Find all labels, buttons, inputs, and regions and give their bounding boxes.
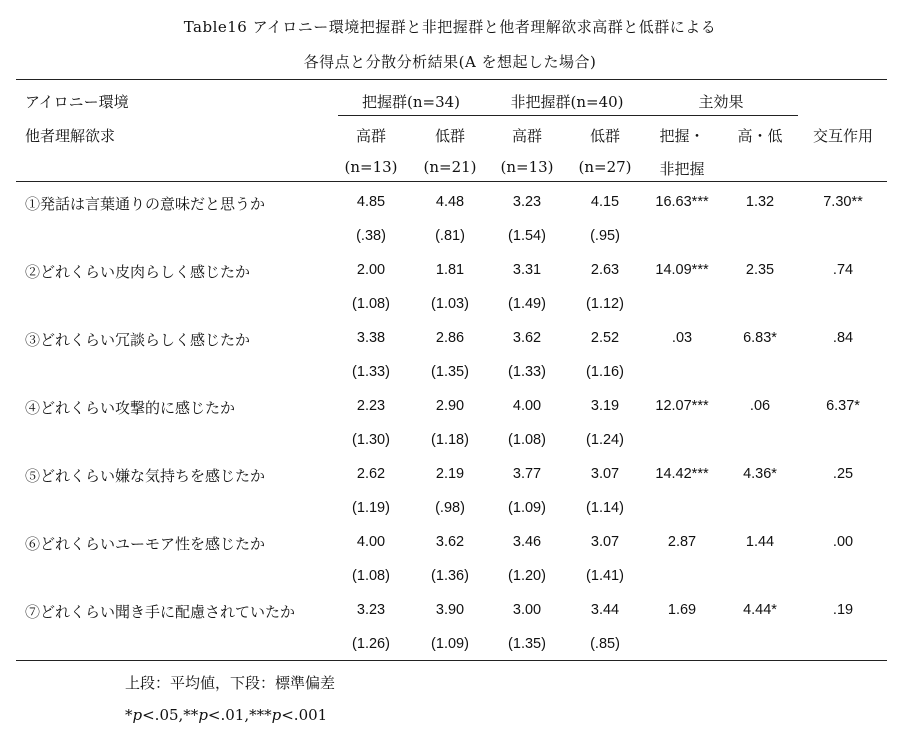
sd-value: (1.36) (431, 568, 469, 584)
sd-value: (.85) (590, 636, 620, 652)
mean-value: 3.46 (512, 534, 542, 550)
sd-value: (1.35) (508, 636, 546, 652)
mean-value: 3.00 (512, 602, 542, 618)
sd-value: (1.09) (508, 500, 546, 516)
mean-value: 2.90 (435, 398, 465, 414)
sd-value: (1.18) (431, 432, 469, 448)
mean-value: 2.63 (590, 262, 620, 278)
mean-value: 2.62 (356, 466, 386, 482)
mean-value: 1.81 (435, 262, 465, 278)
mean-value: 3.23 (512, 194, 542, 210)
item-label: ②どれくらい皮肉らしく感じたか (25, 263, 251, 281)
item-label: ⑥どれくらいユーモア性を感じたか (25, 535, 266, 553)
sd-value: (.81) (435, 228, 465, 244)
header-interaction: 交互作用 (812, 127, 874, 145)
header-group-grasp: 把握群(n=34) (361, 93, 461, 111)
f-interaction-value: .74 (832, 262, 854, 278)
f-grasp-value: 2.87 (667, 534, 697, 550)
f-grasp-value: 12.07*** (655, 398, 709, 414)
table-title-line2: 各得点と分散分析結果(A を想起した場合) (303, 53, 597, 71)
sd-value: (1.12) (586, 296, 624, 312)
sd-value: (1.16) (586, 364, 624, 380)
header-n-nongrasp-low: (n=27) (578, 158, 632, 176)
f-highlow-value: 2.35 (745, 262, 775, 278)
f-highlow-value: 4.36* (743, 466, 777, 482)
f-grasp-value: 14.42*** (655, 466, 709, 482)
mean-value: 2.86 (435, 330, 465, 346)
item-label: ⑦どれくらい聞き手に配慮されていたか (25, 603, 296, 621)
mean-value: 4.85 (356, 194, 386, 210)
table-title-line1: Table16 アイロニー環境把握群と非把握群と他者理解欲求高群と低群による (183, 18, 717, 36)
mean-value: 3.07 (590, 534, 620, 550)
header-effect-grasp-2: 非把握 (659, 160, 705, 178)
top-rule (16, 79, 887, 80)
f-highlow-value: 1.32 (745, 194, 775, 210)
header-row-label-1: アイロニー環境 (25, 93, 129, 111)
sd-value: (1.19) (352, 500, 390, 516)
mean-value: 3.38 (356, 330, 386, 346)
mean-value: 2.23 (356, 398, 386, 414)
effect-subrule (646, 115, 798, 116)
mean-value: 3.44 (590, 602, 620, 618)
mean-value: 2.52 (590, 330, 620, 346)
group-subrule (338, 115, 646, 116)
item-label: ⑤どれくらい嫌な気持ちを感じたか (25, 467, 266, 485)
f-interaction-value: .19 (832, 602, 854, 618)
sd-value: (1.26) (352, 636, 390, 652)
f-interaction-value: 6.37* (826, 398, 860, 414)
sd-value: (1.35) (431, 364, 469, 380)
item-label: ①発話は言葉通りの意味だと思うか (25, 195, 266, 213)
header-effect-highlow: 高・低 (737, 127, 783, 145)
mean-value: 4.00 (512, 398, 542, 414)
footnote-mean-sd: 上段：平均値，下段：標準偏差 (125, 674, 336, 692)
header-nongrasp-low: 低群 (589, 127, 621, 145)
sd-value: (1.08) (352, 296, 390, 312)
mean-value: 3.31 (512, 262, 542, 278)
header-grasp-low: 低群 (434, 127, 466, 145)
f-interaction-value: .25 (832, 466, 854, 482)
header-grasp-high: 高群 (355, 127, 387, 145)
f-grasp-value: .03 (671, 330, 693, 346)
sd-value: (1.08) (508, 432, 546, 448)
f-interaction-value: 7.30** (823, 194, 863, 210)
f-interaction-value: .00 (832, 534, 854, 550)
f-interaction-value: .84 (832, 330, 854, 346)
mean-value: 4.48 (435, 194, 465, 210)
sd-value: (1.24) (586, 432, 624, 448)
mean-value: 4.15 (590, 194, 620, 210)
header-bottom-rule (16, 181, 887, 182)
sd-value: (1.14) (586, 500, 624, 516)
mean-value: 3.23 (356, 602, 386, 618)
header-n-grasp-low: (n=21) (423, 158, 477, 176)
f-grasp-value: 14.09*** (655, 262, 709, 278)
mean-value: 3.90 (435, 602, 465, 618)
sd-value: (1.33) (352, 364, 390, 380)
header-row-label-2: 他者理解欲求 (25, 127, 116, 145)
f-grasp-value: 1.69 (667, 602, 697, 618)
mean-value: 4.00 (356, 534, 386, 550)
sd-value: (1.20) (508, 568, 546, 584)
item-label: ④どれくらい攻撃的に感じたか (25, 399, 236, 417)
sd-value: (.98) (435, 500, 465, 516)
sd-value: (1.33) (508, 364, 546, 380)
f-highlow-value: .06 (749, 398, 771, 414)
header-n-nongrasp-high: (n=13) (500, 158, 554, 176)
mean-value: 3.19 (590, 398, 620, 414)
header-n-grasp-high: (n=13) (344, 158, 398, 176)
header-group-nongrasp: 非把握群(n=40) (510, 93, 624, 111)
header-nongrasp-high: 高群 (511, 127, 543, 145)
sd-value: (.38) (356, 228, 386, 244)
mean-value: 3.62 (435, 534, 465, 550)
sd-value: (1.09) (431, 636, 469, 652)
sd-value: (1.08) (352, 568, 390, 584)
mean-value: 2.19 (435, 466, 465, 482)
f-highlow-value: 6.83* (743, 330, 777, 346)
f-highlow-value: 1.44 (745, 534, 775, 550)
sd-value: (1.03) (431, 296, 469, 312)
footnote-significance: *p<.05,**p<.01,***p<.001 (125, 706, 328, 724)
mean-value: 3.77 (512, 466, 542, 482)
sd-value: (1.54) (508, 228, 546, 244)
sd-value: (1.30) (352, 432, 390, 448)
sd-value: (.95) (590, 228, 620, 244)
sd-value: (1.49) (508, 296, 546, 312)
bottom-rule (16, 660, 887, 661)
header-main-effect: 主効果 (698, 93, 744, 111)
mean-value: 3.62 (512, 330, 542, 346)
item-label: ③どれくらい冗談らしく感じたか (25, 331, 251, 349)
header-effect-grasp-1: 把握・ (659, 127, 705, 145)
mean-value: 3.07 (590, 466, 620, 482)
f-grasp-value: 16.63*** (655, 194, 709, 210)
sd-value: (1.41) (586, 568, 624, 584)
mean-value: 2.00 (356, 262, 386, 278)
f-highlow-value: 4.44* (743, 602, 777, 618)
